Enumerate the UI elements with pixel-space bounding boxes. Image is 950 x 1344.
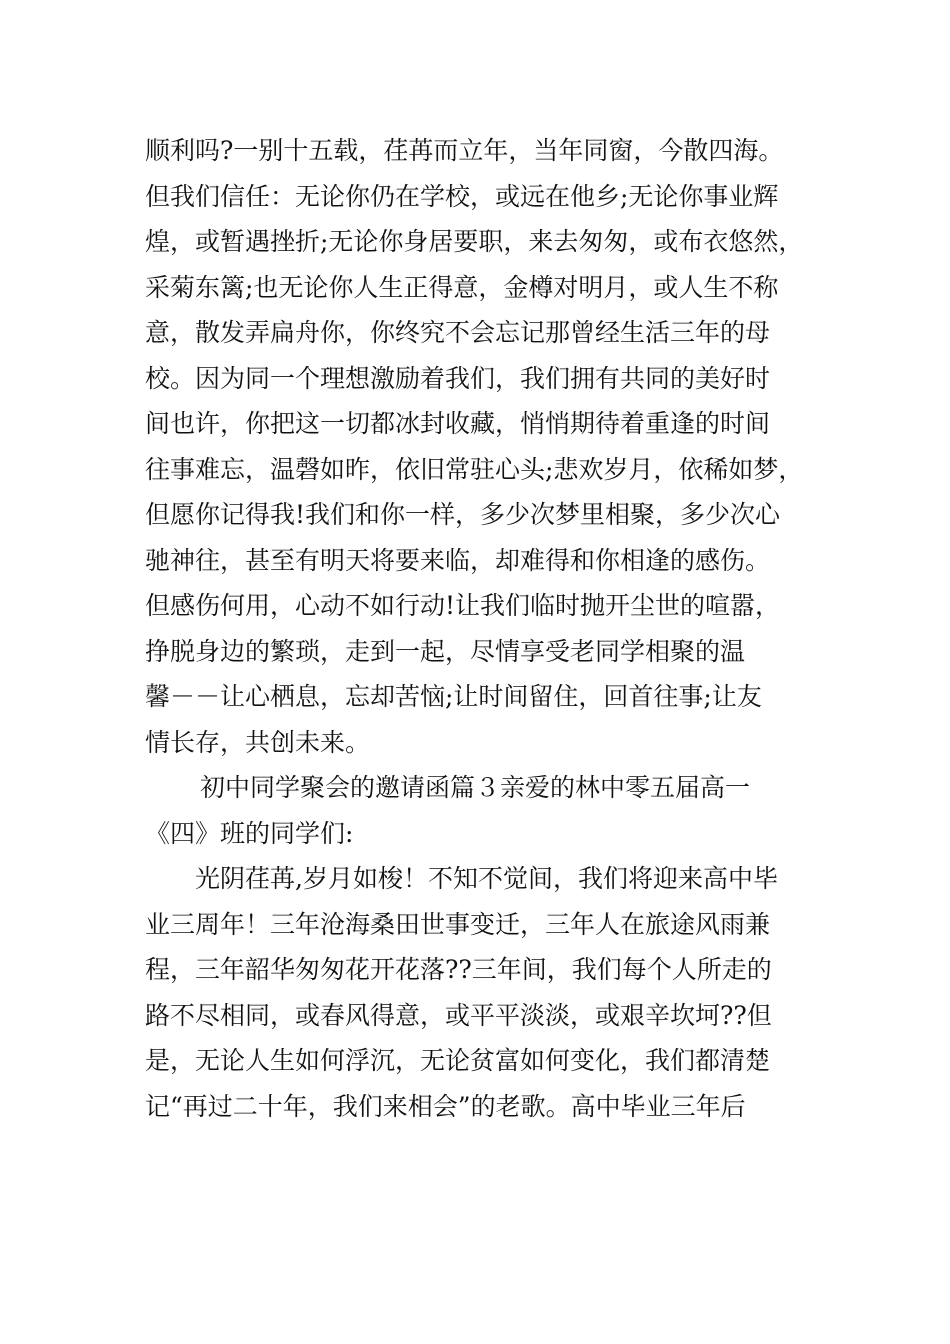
text-line: 驰神往，甚至有明天将要来临，却难得和你相逢的感伤。 xyxy=(145,545,771,575)
section-heading-line: 初中同学聚会的邀请函篇３亲爱的林中零五届高一 xyxy=(200,773,751,802)
text-line: 意，散发弄扁舟你，你终究不会忘记那曾经生活三年的母 xyxy=(145,318,771,347)
body-text xyxy=(145,128,835,1129)
text-line: 但我们信任：无论你仍在学校，或远在他乡;无论你事业辉 xyxy=(145,181,779,211)
text-line: 是，无论人生如何浮沉，无论贫富如何变化，我们都清楚 xyxy=(145,1046,771,1075)
text-line: 记“再过二十年，我们来相会”的老歌。高中毕业三年后 xyxy=(145,1091,746,1121)
text-line: 往事难忘，温磬如昨，依旧常驻心头;悲欢岁月，依稀如梦， xyxy=(145,454,804,484)
text-line: 但感伤何用，心动不如行动!让我们临时抛开尘世的喧嚣， xyxy=(145,591,781,620)
text-line: 业三周年！三年沧海桑田世事变迁，三年人在旅途风雨兼 xyxy=(145,909,771,939)
text-line: 校。因为同一个理想激励着我们，我们拥有共同的美好时 xyxy=(145,363,771,393)
paragraph-start-line: 光阴荏苒,岁月如梭！不知不觉间，我们将迎来高中毕 xyxy=(195,864,778,893)
text-line: 路不尽相同，或春风得意，或平平淡淡，或艰辛坎坷??但 xyxy=(145,1000,772,1030)
text-line: 煌，或暂遇挫折;无论你身居要职，来去匆匆，或布衣悠然， xyxy=(145,227,804,256)
text-line: 《四》班的同学们: xyxy=(145,818,354,848)
text-line: 顺利吗?一别十五载，荏苒而立年，当年同窗，今散四海。 xyxy=(145,136,784,165)
text-line: 馨－－让心栖息，忘却苦恼;让时间留住，回首往事;让友 xyxy=(145,682,762,711)
text-line: 间也许，你把这一切都冰封收藏，悄悄期待着重逢的时间 xyxy=(145,409,771,438)
text-line: 情长存，共创未来。 xyxy=(145,727,371,757)
text-line: 但愿你记得我!我们和你一样，多少次梦里相聚，多少次心 xyxy=(145,500,781,529)
text-line: 挣脱身边的繁琐，走到一起，尽情享受老同学相聚的温 xyxy=(145,636,746,666)
text-line: 采菊东篱;也无论你人生正得意，金樽对明月，或人生不称 xyxy=(145,272,779,302)
text-line: 程，三年韶华匆匆花开花落??三年间，我们每个人所走的 xyxy=(145,955,772,984)
